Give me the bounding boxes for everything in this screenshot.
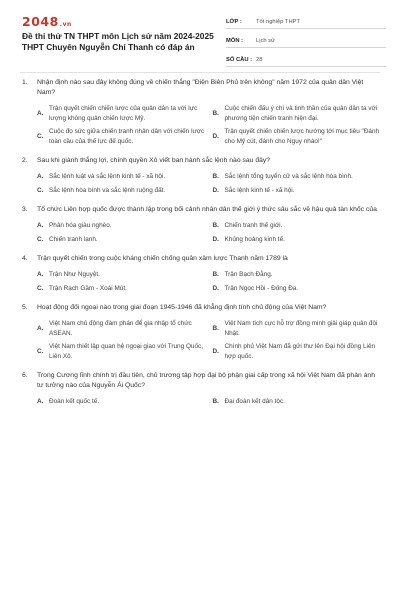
- question-text: Trận quyết chiến trong cuộc kháng chiến chống quân xâm lược Thanh năm 1789 là: [37, 255, 288, 262]
- header-divider: [20, 72, 380, 73]
- option-letter: A.: [37, 324, 44, 332]
- meta-row: [226, 12, 386, 29]
- question-number: 1.: [22, 79, 28, 86]
- option-letter: C.: [37, 186, 44, 194]
- option-text: Trận Rạch Gầm - Xoài Mút.: [49, 284, 127, 292]
- meta-row: [226, 31, 386, 48]
- option-letter: B.: [212, 324, 219, 332]
- option-text: Cuộc đọ sức giữa chiến tranh nhân dân với chiến lược toàn cầu của thế lực đế quốc.: [49, 128, 205, 145]
- question-text: Trong Cương lĩnh chính trị đầu tiên, chủ trương tập hợp đại bộ phận giai cấp trong xã hội Việt Nam đã phản ánh tư tưởng nào của Nguyễn Ái Quốc?: [37, 372, 375, 389]
- answer-option[interactable]: [213, 342, 381, 361]
- option-text: Chiến tranh lạnh.: [49, 235, 98, 243]
- question-list: [20, 78, 380, 417]
- option-text: Trận Như Nguyệt.: [49, 271, 100, 278]
- option-text: Trận Ngọc Hồi - Đống Đa.: [224, 284, 299, 292]
- document-header: [0, 0, 400, 70]
- option-letter: B.: [212, 271, 219, 278]
- option-text: Sắc lệnh luật và sắc lệnh kinh tế - xã hội.: [49, 173, 166, 180]
- option-letter: D.: [212, 235, 219, 243]
- answer-option[interactable]: [37, 397, 205, 407]
- option-letter: D.: [212, 186, 219, 194]
- option-text: Trận Bạch Đằng.: [224, 271, 273, 278]
- question-text: Tổ chức Liên hợp quốc được thành lập trong bối cảnh nhân dân thế giới ý thức sâu sắc về hậu quả tàn khốc của: [37, 206, 377, 213]
- question-item: [20, 78, 380, 146]
- meta-label: MÔN :: [226, 38, 244, 44]
- answer-option[interactable]: [37, 186, 205, 196]
- option-text: Chiến tranh thế giới.: [224, 222, 283, 229]
- question-item: [20, 371, 380, 407]
- answer-option[interactable]: [213, 284, 381, 294]
- option-letter: B.: [212, 173, 219, 180]
- question-stem: [20, 205, 380, 215]
- option-text: Đoàn kết quốc tế.: [49, 398, 100, 405]
- question-item: [20, 156, 380, 195]
- option-text: Cuộc chiến đấu ý chí và tinh thần của quân dân ta với phương tiện chiến tranh hiện đại.: [224, 105, 378, 122]
- option-text: Việt Nam tích cực hỗ trợ đồng minh giải giáp quân đội Nhật.: [224, 320, 378, 337]
- option-letter: D.: [212, 347, 219, 355]
- option-text: Đại đoàn kết dân tộc.: [224, 398, 285, 405]
- answer-option[interactable]: [213, 319, 381, 338]
- question-text: Nhận định nào sau đây không đúng về chiến thắng "Điện Biên Phủ trên không" năm 1972 của quân dân Việt Nam?: [37, 79, 364, 96]
- question-stem: [20, 78, 380, 98]
- question-stem: [20, 303, 380, 313]
- answer-option[interactable]: [213, 186, 381, 196]
- option-letter: B.: [212, 398, 219, 405]
- option-letter: C.: [37, 347, 44, 355]
- question-number: 2.: [22, 157, 28, 164]
- document-title: Đề thi thử TN THPT môn Lịch sử năm 2024-2025 THPT Chuyên Nguyễn Chí Thanh có đáp án: [22, 31, 214, 52]
- answer-options: [20, 319, 380, 361]
- option-letter: A.: [37, 398, 44, 405]
- site-logo[interactable]: [22, 14, 72, 29]
- option-text: Trận quyết chiến chiến lược của quân dân ta với lực lượng không quân chiến lược Mỹ.: [49, 105, 198, 122]
- option-text: Phân hóa giàu nghèo.: [49, 222, 112, 229]
- answer-option[interactable]: [37, 284, 205, 294]
- answer-options: [20, 221, 380, 244]
- question-text: Hoạt động đối ngoại nào trong giai đoạn 1945-1946 đã khẳng định tính chủ động của Việt Nam?: [37, 304, 327, 311]
- answer-options: [20, 104, 380, 146]
- answer-option[interactable]: [37, 319, 205, 338]
- meta-label: SỐ CÂU :: [226, 57, 253, 63]
- answer-option[interactable]: [213, 104, 381, 123]
- option-letter: C.: [37, 132, 44, 140]
- answer-option[interactable]: [213, 221, 381, 231]
- option-letter: C.: [37, 284, 44, 292]
- meta-label: LỚP :: [226, 19, 242, 25]
- answer-option[interactable]: [37, 104, 205, 123]
- answer-option[interactable]: [213, 172, 381, 182]
- option-text: Việt Nam thiết lập quan hệ ngoại giao với Trung Quốc, Liên Xô.: [49, 343, 203, 360]
- option-letter: A.: [37, 222, 44, 229]
- question-item: [20, 205, 380, 244]
- document-meta: [226, 12, 386, 67]
- option-text: Việt Nam chủ động đàm phán để gia nhập tổ chức ASEAN.: [49, 320, 192, 337]
- meta-row: [226, 50, 386, 67]
- option-text: Trận quyết chiến chiến lược hướng tới mục tiêu "Đánh cho Mỹ cút, đánh cho Ngụy nhào!": [224, 128, 380, 145]
- option-letter: A.: [37, 109, 44, 117]
- answer-option[interactable]: [213, 127, 381, 146]
- answer-option[interactable]: [37, 235, 205, 245]
- question-number: 3.: [22, 206, 28, 213]
- answer-options: [20, 172, 380, 195]
- answer-option[interactable]: [37, 127, 205, 146]
- answer-option[interactable]: [37, 270, 205, 280]
- question-stem: [20, 371, 380, 391]
- meta-value: 28: [256, 57, 263, 63]
- answer-option[interactable]: [37, 342, 205, 361]
- answer-option[interactable]: [37, 172, 205, 182]
- option-letter: B.: [212, 109, 219, 117]
- question-item: [20, 254, 380, 293]
- question-stem: [20, 156, 380, 166]
- answer-option[interactable]: [213, 235, 381, 245]
- answer-options: [20, 270, 380, 293]
- option-text: Sắc lệnh kinh tế - xã hội.: [224, 186, 295, 194]
- question-number: 4.: [22, 255, 28, 262]
- answer-option[interactable]: [213, 270, 381, 280]
- question-item: [20, 303, 380, 361]
- option-text: Sắc lệnh hòa bình và sắc lệnh ruộng đất.: [49, 186, 166, 194]
- meta-value: Tốt nghiệp THPT: [256, 19, 301, 25]
- option-letter: A.: [37, 173, 44, 180]
- answer-option[interactable]: [213, 397, 381, 407]
- question-text: Sau khi giành thắng lợi, chính quyền Xô viết ban hành sắc lệnh nào sau đây?: [37, 157, 271, 164]
- option-letter: D.: [212, 132, 219, 140]
- option-text: Khủng hoảng kinh tế.: [224, 235, 285, 243]
- logo-suffix: .vn: [59, 21, 72, 28]
- option-text: Chính phủ Việt Nam đã gửi thư lên Đại hội đồng Liên hợp quốc.: [224, 343, 376, 360]
- answer-options: [20, 397, 380, 407]
- logo-text: 2048: [22, 14, 59, 29]
- option-letter: B.: [212, 222, 219, 229]
- answer-option[interactable]: [37, 221, 205, 231]
- option-letter: A.: [37, 271, 44, 278]
- question-stem: [20, 254, 380, 264]
- option-text: Sắc lệnh tổng tuyển cử và sắc lệnh hòa bình.: [224, 173, 353, 180]
- question-number: 5.: [22, 304, 28, 311]
- option-letter: C.: [37, 235, 44, 243]
- option-letter: D.: [212, 284, 219, 292]
- question-number: 6.: [22, 372, 28, 379]
- meta-value: Lịch sử: [256, 38, 276, 44]
